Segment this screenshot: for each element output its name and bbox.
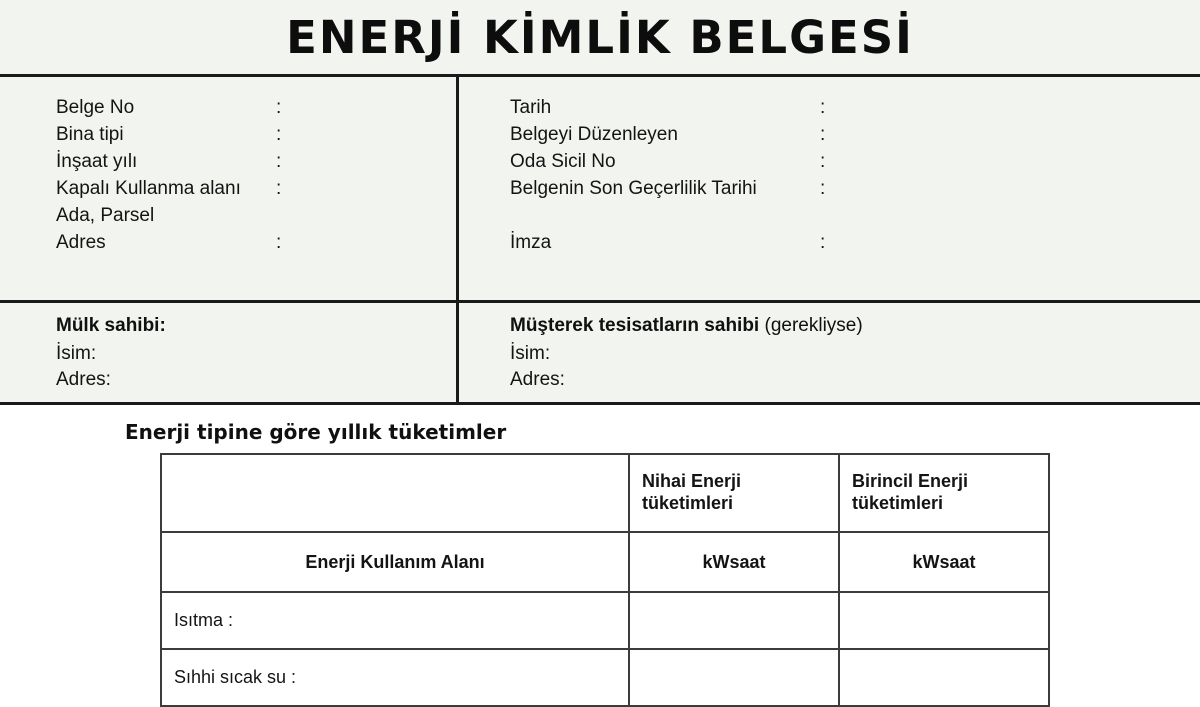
header-cell-final-energy <box>629 454 839 532</box>
table-row <box>161 592 1049 649</box>
header-cell-unit-primary: kWsaat <box>839 532 1049 592</box>
field-insaat-yili <box>56 151 282 178</box>
row-value-heating-final[interactable] <box>629 592 839 649</box>
consumption-heading: Enerji tipine göre yıllık tüketimler <box>125 420 507 444</box>
field-colon: : <box>276 151 282 172</box>
field-colon: : <box>820 232 826 253</box>
row-value-hot-water-primary[interactable] <box>839 649 1049 706</box>
owner-address-label: Adres: <box>56 369 111 390</box>
divider-vertical-owner <box>456 303 459 402</box>
spacer-row <box>510 205 757 232</box>
header-primary-energy-line1: Birincil Enerji <box>852 471 969 492</box>
header-cell-primary-energy <box>839 454 1049 532</box>
row-value-heating-primary[interactable] <box>839 592 1049 649</box>
field-belge-no <box>56 97 282 124</box>
field-label: Ada, Parsel <box>56 205 155 226</box>
owner-right-column <box>510 315 863 395</box>
field-oda-sicil-no <box>510 151 826 178</box>
row-value-hot-water-final[interactable] <box>629 649 839 706</box>
owner-title: Mülk sahibi: <box>56 315 166 336</box>
field-kapali-kullanma-alani <box>56 178 282 205</box>
field-label: İnşaat yılı <box>56 151 138 172</box>
table-header-row-1 <box>161 454 1049 532</box>
header-cell-blank <box>161 454 629 532</box>
header-primary-energy-line2: tüketimleri <box>852 493 944 513</box>
field-ada-parsel <box>56 205 241 232</box>
owner-left-column <box>56 315 166 395</box>
field-colon: : <box>276 178 282 199</box>
divider-vertical-info <box>456 77 459 300</box>
shared-owner-address-label: Adres: <box>510 369 565 390</box>
field-colon: : <box>276 97 282 118</box>
info-right-column <box>510 97 826 259</box>
owner-block <box>0 303 1200 402</box>
energy-consumption-table <box>160 453 1050 707</box>
table-row <box>161 649 1049 706</box>
shared-owner-title-text: Müşterek tesisatların sahibi <box>510 315 760 336</box>
consumption-section <box>0 405 1200 687</box>
header-final-energy-line2: tüketimleri <box>642 493 734 513</box>
row-label-heating: Isıtma : <box>161 592 629 649</box>
field-colon: : <box>276 124 282 145</box>
field-label: Kapalı Kullanma alanı <box>56 178 241 199</box>
field-tarih <box>510 97 826 124</box>
field-belgeyi-duzenleyen <box>510 124 826 151</box>
field-label: Adres <box>56 232 106 253</box>
shared-owner-name-label: İsim: <box>510 343 551 364</box>
info-left-column <box>56 97 282 259</box>
row-label-hot-water: Sıhhi sıcak su : <box>161 649 629 706</box>
field-label: Oda Sicil No <box>510 151 616 172</box>
info-block <box>0 77 1200 300</box>
field-imza <box>510 232 826 259</box>
field-colon: : <box>276 232 282 253</box>
shared-owner-title <box>510 315 863 343</box>
field-label: Tarih <box>510 97 552 118</box>
field-colon: : <box>820 151 826 172</box>
field-colon: : <box>820 97 826 118</box>
shared-owner-title-note: (gerekliyse) <box>764 315 863 336</box>
header-cell-unit-final: kWsaat <box>629 532 839 592</box>
owner-name-label: İsim: <box>56 343 97 364</box>
page-title: ENERJİ KİMLİK BELGESİ <box>286 10 914 64</box>
field-label: İmza <box>510 232 552 253</box>
field-label: Bina tipi <box>56 124 124 145</box>
header-final-energy-line1: Nihai Enerji <box>642 471 742 492</box>
field-colon: : <box>820 178 826 199</box>
table-header-row-2 <box>161 532 1049 592</box>
field-label: Belge No <box>56 97 135 118</box>
field-colon: : <box>820 124 826 145</box>
field-son-gecerlilik-tarihi <box>510 178 826 205</box>
field-label: Belgeyi Düzenleyen <box>510 124 678 145</box>
field-label: Belgenin Son Geçerlilik Tarihi <box>510 178 757 199</box>
field-bina-tipi <box>56 124 282 151</box>
document-title-bar <box>0 0 1200 74</box>
header-cell-usage-area: Enerji Kullanım Alanı <box>161 532 629 592</box>
field-adres <box>56 232 282 259</box>
